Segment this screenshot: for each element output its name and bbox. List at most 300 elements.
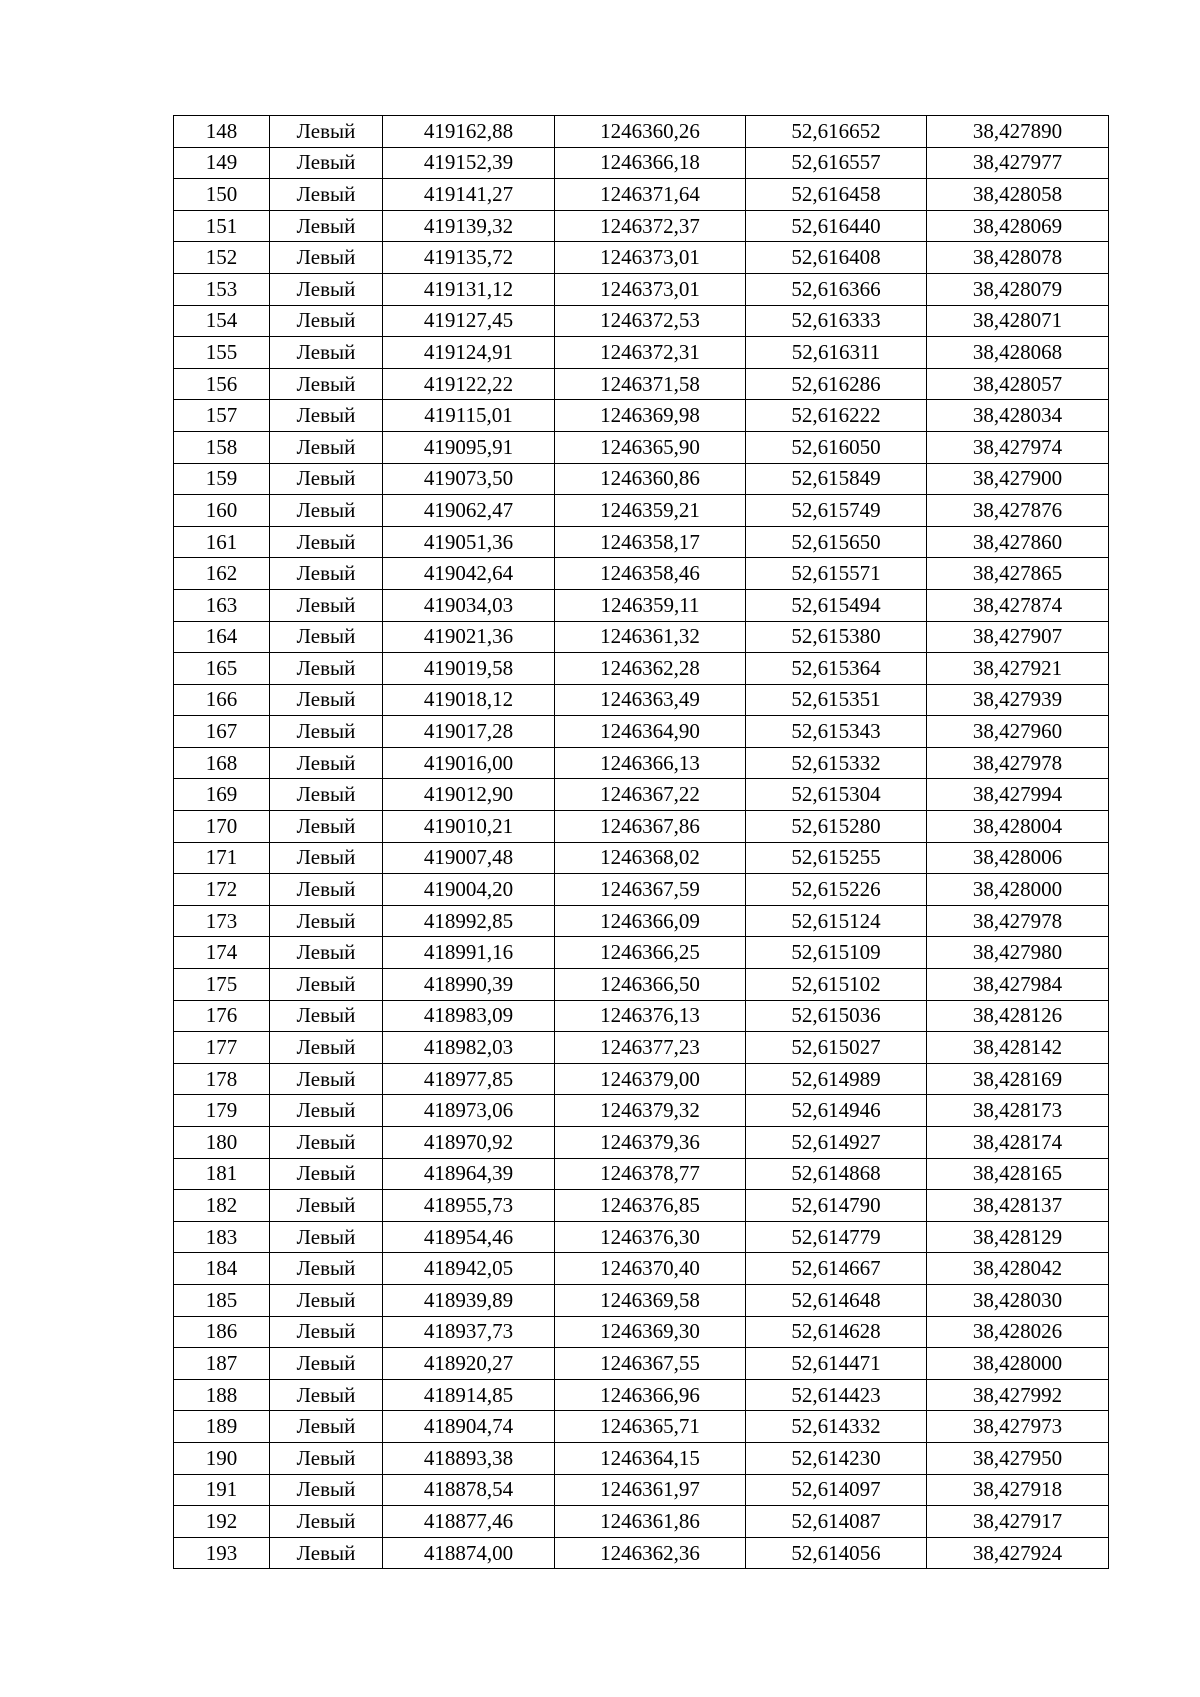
longitude-cell: 38,428129 <box>927 1221 1109 1253</box>
coord-x-cell: 419135,72 <box>383 242 555 274</box>
longitude-cell: 38,428173 <box>927 1095 1109 1127</box>
table-row <box>174 653 1109 685</box>
coord-x-cell: 418970,92 <box>383 1127 555 1159</box>
table-row <box>174 969 1109 1001</box>
longitude-cell: 38,427950 <box>927 1442 1109 1474</box>
longitude-cell: 38,428004 <box>927 811 1109 843</box>
table-row <box>174 526 1109 558</box>
longitude-cell: 38,428079 <box>927 273 1109 305</box>
coord-x-cell: 419017,28 <box>383 716 555 748</box>
point-number-cell: 161 <box>174 526 270 558</box>
bank-side-cell: Левый <box>270 716 383 748</box>
latitude-cell: 52,614868 <box>746 1158 927 1190</box>
coord-x-cell: 419018,12 <box>383 684 555 716</box>
longitude-cell: 38,427978 <box>927 905 1109 937</box>
coord-y-cell: 1246366,09 <box>555 905 746 937</box>
latitude-cell: 52,615494 <box>746 589 927 621</box>
coord-x-cell: 418973,06 <box>383 1095 555 1127</box>
coord-y-cell: 1246379,00 <box>555 1063 746 1095</box>
coord-x-cell: 419042,64 <box>383 558 555 590</box>
table-row <box>174 273 1109 305</box>
table-row <box>174 1158 1109 1190</box>
point-number-cell: 149 <box>174 147 270 179</box>
longitude-cell: 38,428071 <box>927 305 1109 337</box>
table-row <box>174 1506 1109 1538</box>
bank-side-cell: Левый <box>270 1127 383 1159</box>
latitude-cell: 52,614927 <box>746 1127 927 1159</box>
longitude-cell: 38,427939 <box>927 684 1109 716</box>
point-number-cell: 193 <box>174 1537 270 1569</box>
coord-y-cell: 1246362,36 <box>555 1537 746 1569</box>
longitude-cell: 38,427984 <box>927 969 1109 1001</box>
bank-side-cell: Левый <box>270 242 383 274</box>
coord-x-cell: 418914,85 <box>383 1379 555 1411</box>
table-row <box>174 874 1109 906</box>
coord-y-cell: 1246373,01 <box>555 242 746 274</box>
coord-y-cell: 1246364,90 <box>555 716 746 748</box>
coord-x-cell: 418954,46 <box>383 1221 555 1253</box>
table-row <box>174 1379 1109 1411</box>
longitude-cell: 38,428000 <box>927 874 1109 906</box>
longitude-cell: 38,427918 <box>927 1474 1109 1506</box>
point-number-cell: 186 <box>174 1316 270 1348</box>
coord-y-cell: 1246367,55 <box>555 1348 746 1380</box>
coord-x-cell: 418874,00 <box>383 1537 555 1569</box>
coord-x-cell: 418920,27 <box>383 1348 555 1380</box>
latitude-cell: 52,615027 <box>746 1032 927 1064</box>
bank-side-cell: Левый <box>270 210 383 242</box>
longitude-cell: 38,428137 <box>927 1190 1109 1222</box>
coord-y-cell: 1246366,96 <box>555 1379 746 1411</box>
coord-x-cell: 419124,91 <box>383 337 555 369</box>
longitude-cell: 38,428069 <box>927 210 1109 242</box>
point-number-cell: 177 <box>174 1032 270 1064</box>
longitude-cell: 38,427865 <box>927 558 1109 590</box>
bank-side-cell: Левый <box>270 1158 383 1190</box>
longitude-cell: 38,428078 <box>927 242 1109 274</box>
coord-x-cell: 419010,21 <box>383 811 555 843</box>
coord-y-cell: 1246379,36 <box>555 1127 746 1159</box>
latitude-cell: 52,614056 <box>746 1537 927 1569</box>
latitude-cell: 52,615226 <box>746 874 927 906</box>
latitude-cell: 52,614230 <box>746 1442 927 1474</box>
latitude-cell: 52,616333 <box>746 305 927 337</box>
point-number-cell: 172 <box>174 874 270 906</box>
table-row <box>174 1063 1109 1095</box>
coord-x-cell: 419127,45 <box>383 305 555 337</box>
coord-x-cell: 418991,16 <box>383 937 555 969</box>
point-number-cell: 159 <box>174 463 270 495</box>
longitude-cell: 38,428030 <box>927 1284 1109 1316</box>
coord-y-cell: 1246371,58 <box>555 368 746 400</box>
coord-y-cell: 1246364,15 <box>555 1442 746 1474</box>
coord-x-cell: 418942,05 <box>383 1253 555 1285</box>
coord-x-cell: 419131,12 <box>383 273 555 305</box>
coord-y-cell: 1246372,37 <box>555 210 746 242</box>
coord-x-cell: 419004,20 <box>383 874 555 906</box>
bank-side-cell: Левый <box>270 337 383 369</box>
point-number-cell: 166 <box>174 684 270 716</box>
bank-side-cell: Левый <box>270 937 383 969</box>
latitude-cell: 52,614628 <box>746 1316 927 1348</box>
longitude-cell: 38,427978 <box>927 747 1109 779</box>
point-number-cell: 169 <box>174 779 270 811</box>
longitude-cell: 38,427977 <box>927 147 1109 179</box>
longitude-cell: 38,428026 <box>927 1316 1109 1348</box>
bank-side-cell: Левый <box>270 1348 383 1380</box>
bank-side-cell: Левый <box>270 905 383 937</box>
point-number-cell: 179 <box>174 1095 270 1127</box>
table-row <box>174 716 1109 748</box>
latitude-cell: 52,616458 <box>746 179 927 211</box>
coord-y-cell: 1246358,17 <box>555 526 746 558</box>
latitude-cell: 52,615332 <box>746 747 927 779</box>
coord-y-cell: 1246367,59 <box>555 874 746 906</box>
longitude-cell: 38,428169 <box>927 1063 1109 1095</box>
coord-y-cell: 1246359,21 <box>555 495 746 527</box>
point-number-cell: 192 <box>174 1506 270 1538</box>
point-number-cell: 188 <box>174 1379 270 1411</box>
latitude-cell: 52,614667 <box>746 1253 927 1285</box>
bank-side-cell: Левый <box>270 1063 383 1095</box>
table-row <box>174 1253 1109 1285</box>
coord-x-cell: 419073,50 <box>383 463 555 495</box>
coord-x-cell: 418878,54 <box>383 1474 555 1506</box>
latitude-cell: 52,615749 <box>746 495 927 527</box>
table-row <box>174 558 1109 590</box>
point-number-cell: 173 <box>174 905 270 937</box>
bank-side-cell: Левый <box>270 179 383 211</box>
latitude-cell: 52,614946 <box>746 1095 927 1127</box>
table-row <box>174 747 1109 779</box>
point-number-cell: 152 <box>174 242 270 274</box>
bank-side-cell: Левый <box>270 495 383 527</box>
longitude-cell: 38,427874 <box>927 589 1109 621</box>
latitude-cell: 52,615036 <box>746 1000 927 1032</box>
bank-side-cell: Левый <box>270 684 383 716</box>
coord-y-cell: 1246376,30 <box>555 1221 746 1253</box>
coord-x-cell: 419034,03 <box>383 589 555 621</box>
longitude-cell: 38,428006 <box>927 842 1109 874</box>
latitude-cell: 52,614648 <box>746 1284 927 1316</box>
coord-x-cell: 418904,74 <box>383 1411 555 1443</box>
bank-side-cell: Левый <box>270 1190 383 1222</box>
coord-y-cell: 1246360,26 <box>555 116 746 148</box>
table-row <box>174 905 1109 937</box>
coord-x-cell: 418977,85 <box>383 1063 555 1095</box>
point-number-cell: 180 <box>174 1127 270 1159</box>
bank-side-cell: Левый <box>270 874 383 906</box>
table-row <box>174 1411 1109 1443</box>
coord-y-cell: 1246373,01 <box>555 273 746 305</box>
point-number-cell: 165 <box>174 653 270 685</box>
longitude-cell: 38,428142 <box>927 1032 1109 1064</box>
point-number-cell: 150 <box>174 179 270 211</box>
latitude-cell: 52,615255 <box>746 842 927 874</box>
point-number-cell: 168 <box>174 747 270 779</box>
table-row <box>174 400 1109 432</box>
coord-x-cell: 419115,01 <box>383 400 555 432</box>
coord-y-cell: 1246372,53 <box>555 305 746 337</box>
coord-y-cell: 1246363,49 <box>555 684 746 716</box>
latitude-cell: 52,615280 <box>746 811 927 843</box>
coord-x-cell: 419139,32 <box>383 210 555 242</box>
point-number-cell: 182 <box>174 1190 270 1222</box>
table-row <box>174 1474 1109 1506</box>
coord-x-cell: 418982,03 <box>383 1032 555 1064</box>
coord-y-cell: 1246376,13 <box>555 1000 746 1032</box>
table-row <box>174 1190 1109 1222</box>
point-number-cell: 160 <box>174 495 270 527</box>
coord-x-cell: 418992,85 <box>383 905 555 937</box>
bank-side-cell: Левый <box>270 1221 383 1253</box>
latitude-cell: 52,616222 <box>746 400 927 432</box>
coord-x-cell: 418983,09 <box>383 1000 555 1032</box>
longitude-cell: 38,428126 <box>927 1000 1109 1032</box>
table-row <box>174 1442 1109 1474</box>
longitude-cell: 38,427960 <box>927 716 1109 748</box>
table-row <box>174 368 1109 400</box>
coord-x-cell: 418990,39 <box>383 969 555 1001</box>
point-number-cell: 175 <box>174 969 270 1001</box>
coord-y-cell: 1246367,22 <box>555 779 746 811</box>
bank-side-cell: Левый <box>270 1000 383 1032</box>
coord-y-cell: 1246365,90 <box>555 431 746 463</box>
bank-side-cell: Левый <box>270 431 383 463</box>
table-row <box>174 1537 1109 1569</box>
table-row <box>174 147 1109 179</box>
point-number-cell: 185 <box>174 1284 270 1316</box>
coord-x-cell: 419095,91 <box>383 431 555 463</box>
table-row <box>174 305 1109 337</box>
bank-side-cell: Левый <box>270 589 383 621</box>
bank-side-cell: Левый <box>270 653 383 685</box>
table-row <box>174 431 1109 463</box>
table-row <box>174 684 1109 716</box>
coord-x-cell: 418937,73 <box>383 1316 555 1348</box>
bank-side-cell: Левый <box>270 305 383 337</box>
bank-side-cell: Левый <box>270 1411 383 1443</box>
bank-side-cell: Левый <box>270 147 383 179</box>
longitude-cell: 38,428165 <box>927 1158 1109 1190</box>
point-number-cell: 156 <box>174 368 270 400</box>
bank-side-cell: Левый <box>270 368 383 400</box>
point-number-cell: 164 <box>174 621 270 653</box>
coord-x-cell: 419007,48 <box>383 842 555 874</box>
latitude-cell: 52,616366 <box>746 273 927 305</box>
coord-x-cell: 418893,38 <box>383 1442 555 1474</box>
longitude-cell: 38,427924 <box>927 1537 1109 1569</box>
latitude-cell: 52,614779 <box>746 1221 927 1253</box>
table-row <box>174 1348 1109 1380</box>
coord-x-cell: 419152,39 <box>383 147 555 179</box>
table-row <box>174 463 1109 495</box>
coord-y-cell: 1246379,32 <box>555 1095 746 1127</box>
bank-side-cell: Левый <box>270 1442 383 1474</box>
longitude-cell: 38,427900 <box>927 463 1109 495</box>
coord-y-cell: 1246365,71 <box>555 1411 746 1443</box>
bank-side-cell: Левый <box>270 747 383 779</box>
latitude-cell: 52,616311 <box>746 337 927 369</box>
coord-y-cell: 1246368,02 <box>555 842 746 874</box>
table-row <box>174 210 1109 242</box>
bank-side-cell: Левый <box>270 1032 383 1064</box>
coord-y-cell: 1246369,30 <box>555 1316 746 1348</box>
coord-y-cell: 1246361,97 <box>555 1474 746 1506</box>
bank-side-cell: Левый <box>270 621 383 653</box>
latitude-cell: 52,614087 <box>746 1506 927 1538</box>
table-row <box>174 1127 1109 1159</box>
point-number-cell: 178 <box>174 1063 270 1095</box>
longitude-cell: 38,428034 <box>927 400 1109 432</box>
latitude-cell: 52,615380 <box>746 621 927 653</box>
point-number-cell: 191 <box>174 1474 270 1506</box>
longitude-cell: 38,427860 <box>927 526 1109 558</box>
coord-y-cell: 1246376,85 <box>555 1190 746 1222</box>
point-number-cell: 167 <box>174 716 270 748</box>
coord-y-cell: 1246369,98 <box>555 400 746 432</box>
point-number-cell: 171 <box>174 842 270 874</box>
coord-y-cell: 1246369,58 <box>555 1284 746 1316</box>
longitude-cell: 38,427992 <box>927 1379 1109 1411</box>
point-number-cell: 162 <box>174 558 270 590</box>
latitude-cell: 52,614423 <box>746 1379 927 1411</box>
longitude-cell: 38,428042 <box>927 1253 1109 1285</box>
coord-y-cell: 1246358,46 <box>555 558 746 590</box>
longitude-cell: 38,428057 <box>927 368 1109 400</box>
bank-side-cell: Левый <box>270 273 383 305</box>
latitude-cell: 52,615102 <box>746 969 927 1001</box>
coord-x-cell: 419051,36 <box>383 526 555 558</box>
coord-y-cell: 1246372,31 <box>555 337 746 369</box>
coord-y-cell: 1246366,25 <box>555 937 746 969</box>
longitude-cell: 38,428174 <box>927 1127 1109 1159</box>
longitude-cell: 38,428000 <box>927 1348 1109 1380</box>
longitude-cell: 38,428068 <box>927 337 1109 369</box>
latitude-cell: 52,615351 <box>746 684 927 716</box>
table-row <box>174 1284 1109 1316</box>
coordinates-table-body <box>174 116 1109 1569</box>
bank-side-cell: Левый <box>270 1095 383 1127</box>
bank-side-cell: Левый <box>270 779 383 811</box>
coord-y-cell: 1246366,18 <box>555 147 746 179</box>
coord-x-cell: 419122,22 <box>383 368 555 400</box>
bank-side-cell: Левый <box>270 558 383 590</box>
coord-y-cell: 1246361,86 <box>555 1506 746 1538</box>
point-number-cell: 157 <box>174 400 270 432</box>
table-row <box>174 937 1109 969</box>
bank-side-cell: Левый <box>270 400 383 432</box>
latitude-cell: 52,615109 <box>746 937 927 969</box>
longitude-cell: 38,428058 <box>927 179 1109 211</box>
coord-x-cell: 418877,46 <box>383 1506 555 1538</box>
coord-x-cell: 418955,73 <box>383 1190 555 1222</box>
bank-side-cell: Левый <box>270 1537 383 1569</box>
coord-x-cell: 419012,90 <box>383 779 555 811</box>
point-number-cell: 151 <box>174 210 270 242</box>
table-row <box>174 811 1109 843</box>
bank-side-cell: Левый <box>270 1474 383 1506</box>
latitude-cell: 52,615304 <box>746 779 927 811</box>
longitude-cell: 38,427921 <box>927 653 1109 685</box>
point-number-cell: 190 <box>174 1442 270 1474</box>
longitude-cell: 38,427973 <box>927 1411 1109 1443</box>
coord-y-cell: 1246370,40 <box>555 1253 746 1285</box>
latitude-cell: 52,616286 <box>746 368 927 400</box>
longitude-cell: 38,427917 <box>927 1506 1109 1538</box>
point-number-cell: 163 <box>174 589 270 621</box>
longitude-cell: 38,427994 <box>927 779 1109 811</box>
coord-y-cell: 1246366,50 <box>555 969 746 1001</box>
coord-y-cell: 1246360,86 <box>555 463 746 495</box>
latitude-cell: 52,614332 <box>746 1411 927 1443</box>
coord-x-cell: 419016,00 <box>383 747 555 779</box>
longitude-cell: 38,427890 <box>927 116 1109 148</box>
bank-side-cell: Левый <box>270 463 383 495</box>
coordinates-table <box>173 115 1109 1569</box>
latitude-cell: 52,616557 <box>746 147 927 179</box>
table-row <box>174 242 1109 274</box>
bank-side-cell: Левый <box>270 969 383 1001</box>
coord-y-cell: 1246367,86 <box>555 811 746 843</box>
latitude-cell: 52,616050 <box>746 431 927 463</box>
point-number-cell: 154 <box>174 305 270 337</box>
point-number-cell: 189 <box>174 1411 270 1443</box>
coord-x-cell: 418964,39 <box>383 1158 555 1190</box>
latitude-cell: 52,616408 <box>746 242 927 274</box>
coord-x-cell: 419062,47 <box>383 495 555 527</box>
point-number-cell: 153 <box>174 273 270 305</box>
bank-side-cell: Левый <box>270 116 383 148</box>
table-row <box>174 1000 1109 1032</box>
table-row <box>174 1095 1109 1127</box>
table-row <box>174 1221 1109 1253</box>
point-number-cell: 176 <box>174 1000 270 1032</box>
coord-y-cell: 1246359,11 <box>555 589 746 621</box>
point-number-cell: 155 <box>174 337 270 369</box>
table-row <box>174 337 1109 369</box>
latitude-cell: 52,615124 <box>746 905 927 937</box>
table-row <box>174 842 1109 874</box>
latitude-cell: 52,615571 <box>746 558 927 590</box>
table-row <box>174 495 1109 527</box>
coord-y-cell: 1246377,23 <box>555 1032 746 1064</box>
bank-side-cell: Левый <box>270 811 383 843</box>
bank-side-cell: Левый <box>270 842 383 874</box>
latitude-cell: 52,615849 <box>746 463 927 495</box>
latitude-cell: 52,615343 <box>746 716 927 748</box>
latitude-cell: 52,616652 <box>746 116 927 148</box>
bank-side-cell: Левый <box>270 1379 383 1411</box>
latitude-cell: 52,614097 <box>746 1474 927 1506</box>
point-number-cell: 187 <box>174 1348 270 1380</box>
latitude-cell: 52,614989 <box>746 1063 927 1095</box>
bank-side-cell: Левый <box>270 1316 383 1348</box>
latitude-cell: 52,614790 <box>746 1190 927 1222</box>
point-number-cell: 158 <box>174 431 270 463</box>
table-row <box>174 179 1109 211</box>
coord-x-cell: 419162,88 <box>383 116 555 148</box>
point-number-cell: 174 <box>174 937 270 969</box>
table-row <box>174 589 1109 621</box>
coord-x-cell: 418939,89 <box>383 1284 555 1316</box>
latitude-cell: 52,615650 <box>746 526 927 558</box>
table-row <box>174 621 1109 653</box>
coord-y-cell: 1246366,13 <box>555 747 746 779</box>
coord-y-cell: 1246378,77 <box>555 1158 746 1190</box>
longitude-cell: 38,427876 <box>927 495 1109 527</box>
table-row <box>174 1032 1109 1064</box>
